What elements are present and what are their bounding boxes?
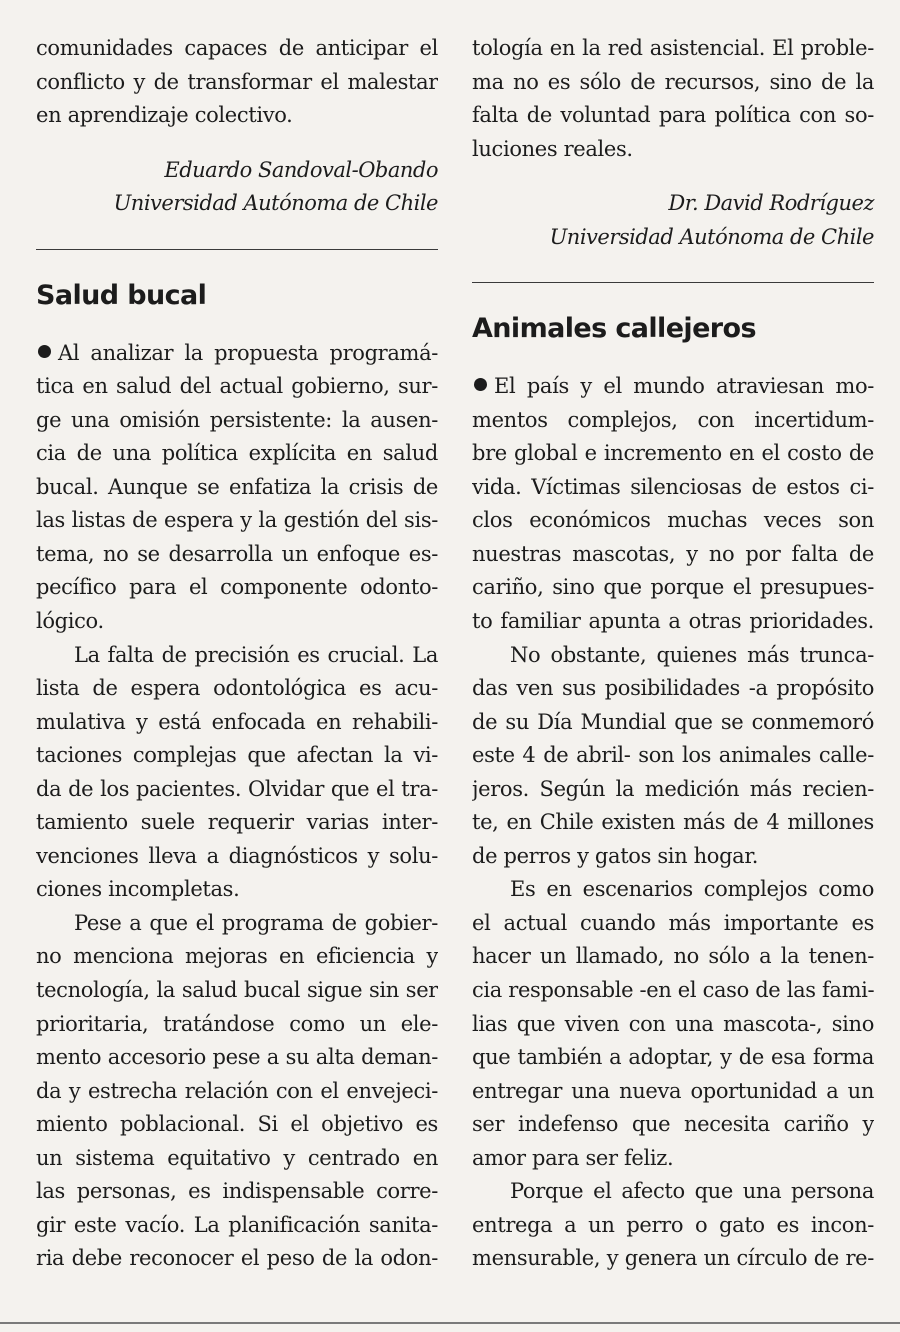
text-line: La falta de precisión es crucial. La xyxy=(74,642,438,667)
right-intro xyxy=(472,0,874,166)
text-line: entregar una nueva oportunidad a un xyxy=(472,1078,874,1103)
paragraph xyxy=(472,873,874,1175)
text-line: taciones complejas que afectan la vi- xyxy=(36,743,438,768)
text-line: conflicto y de transformar el malestar xyxy=(36,69,438,94)
text-line: las listas de espera y la gestión del sis- xyxy=(36,508,438,533)
paragraph xyxy=(472,370,874,638)
bullet-icon xyxy=(474,378,487,391)
text-line: en aprendizaje colectivo. xyxy=(36,103,293,128)
text-line: jeros. Según la medición más recien- xyxy=(472,776,874,801)
text-line: da y estrecha relación con el envejeci- xyxy=(36,1078,438,1103)
article-heading: Salud bucal xyxy=(36,279,207,311)
text-line: de perros y gatos sin hogar. xyxy=(472,843,759,868)
text-line: miento poblacional. Si el objetivo es xyxy=(36,1112,438,1137)
paragraph xyxy=(472,1175,874,1276)
paragraph xyxy=(472,639,874,874)
text-line: tecnología, la salud bucal sigue sin ser xyxy=(36,978,438,1003)
text-line: cia de una política explícita en salud xyxy=(36,441,438,466)
signature-affiliation: Universidad Autónoma de Chile xyxy=(549,224,874,249)
text-line: el actual cuando más importante es xyxy=(472,910,874,935)
text-line: Es en escenarios complejos como xyxy=(510,877,874,902)
text-line: comunidades capaces de anticipar el xyxy=(36,36,438,60)
right-signature xyxy=(472,187,874,254)
text-line: mento accesorio pese a su alta deman- xyxy=(36,1045,438,1070)
text-line: hacer un llamado, no sólo a la tenen- xyxy=(472,944,874,969)
text-line: un sistema equitativo y centrado en xyxy=(36,1145,438,1170)
text-line: falta de voluntad para política con so- xyxy=(472,103,874,128)
article-heading: Animales callejeros xyxy=(472,313,756,345)
text-line: ria debe reconocer el peso de la odon- xyxy=(36,1246,438,1271)
text-line: El país y el mundo atraviesan mo- xyxy=(472,370,874,404)
right-column xyxy=(472,0,874,1276)
text-line: luciones reales. xyxy=(472,136,633,161)
text-line: da de los pacientes. Olvidar que el tra- xyxy=(36,776,438,801)
text-line: que también a adoptar, y de esa forma xyxy=(472,1045,874,1070)
text-line: las personas, es indispensable corre- xyxy=(36,1179,438,1204)
text-line: mensurable, y genera un círculo de re- xyxy=(472,1246,874,1271)
text-line: prioritaria, tratándose como un ele- xyxy=(36,1011,438,1036)
right-article-body xyxy=(472,370,874,1276)
text-line: das ven sus posibilidades -a propósito xyxy=(472,676,874,701)
text-line: tamiento suele requerir varias inter- xyxy=(36,810,438,835)
left-signature xyxy=(36,154,438,221)
signature-author: Dr. David Rodríguez xyxy=(668,191,874,216)
text-line: ge una omisión persistente: la ausen- xyxy=(36,407,438,432)
text-line: tología en la red asistencial. El proble- xyxy=(472,36,874,60)
text-line: pecífico para el componente odonto- xyxy=(36,575,438,600)
text-line: ma no es sólo de recursos, sino de la xyxy=(472,69,874,94)
text-line: tica en salud del actual gobierno, sur- xyxy=(36,374,438,399)
text-line: clos económicos muchas veces son xyxy=(472,508,874,533)
text-line: amor para ser feliz. xyxy=(472,1145,674,1170)
page-bottom-rule xyxy=(0,1322,900,1324)
text-line: venciones lleva a diagnósticos y solu- xyxy=(36,843,438,868)
text-line: No obstante, quienes más trunca- xyxy=(510,642,874,667)
text-line: gir este vacío. La planificación sanita- xyxy=(36,1212,438,1237)
paragraph xyxy=(36,337,438,639)
text-line: ciones incompletas. xyxy=(36,877,240,902)
signature-author: Eduardo Sandoval-Obando xyxy=(164,157,438,182)
text-line: cia responsable -en el caso de las fami- xyxy=(472,978,874,1003)
text-line: nuestras mascotas, y no por falta de xyxy=(472,541,874,566)
paragraph xyxy=(36,639,438,907)
text-line: vida. Víctimas silenciosas de estos ci- xyxy=(472,474,874,499)
text-line: ser indefenso que necesita cariño y xyxy=(472,1112,874,1137)
text-line: to familiar apunta a otras prioridades. xyxy=(472,609,874,634)
text-line: Al analizar la propuesta programá- xyxy=(36,337,438,371)
text-line: lógico. xyxy=(36,609,104,634)
text-line: no menciona mejoras en eficiencia y xyxy=(36,944,438,969)
text-line: mentos complejos, con incertidum- xyxy=(472,407,874,432)
text-line: cariño, sino que porque el presupues- xyxy=(472,575,874,600)
text-line: este 4 de abril- son los animales calle- xyxy=(472,743,874,768)
text-line: de su Día Mundial que se conmemoró xyxy=(472,709,874,734)
text-line: bucal. Aunque se enfatiza la crisis de xyxy=(36,474,438,499)
section-divider xyxy=(36,249,438,250)
left-intro xyxy=(36,0,438,133)
bullet-icon xyxy=(38,345,51,358)
text-line: Porque el afecto que una persona xyxy=(510,1179,874,1204)
text-line: lista de espera odontológica es acu- xyxy=(36,676,438,701)
section-divider xyxy=(472,282,874,283)
paragraph xyxy=(36,907,438,1276)
signature-affiliation: Universidad Autónoma de Chile xyxy=(113,191,438,216)
text-line: bre global e incremento en el costo de xyxy=(472,441,874,466)
left-column xyxy=(36,0,438,1276)
left-article-body xyxy=(36,337,438,1276)
text-line: lias que viven con una mascota-, sino xyxy=(472,1011,874,1036)
text-line: entrega a un perro o gato es incon- xyxy=(472,1212,874,1237)
text-line: mulativa y está enfocada en rehabili- xyxy=(36,709,438,734)
text-line: tema, no se desarrolla un enfoque es- xyxy=(36,541,438,566)
text-line: Pese a que el programa de gobier- xyxy=(74,910,438,935)
text-line: te, en Chile existen más de 4 millones xyxy=(472,810,874,835)
